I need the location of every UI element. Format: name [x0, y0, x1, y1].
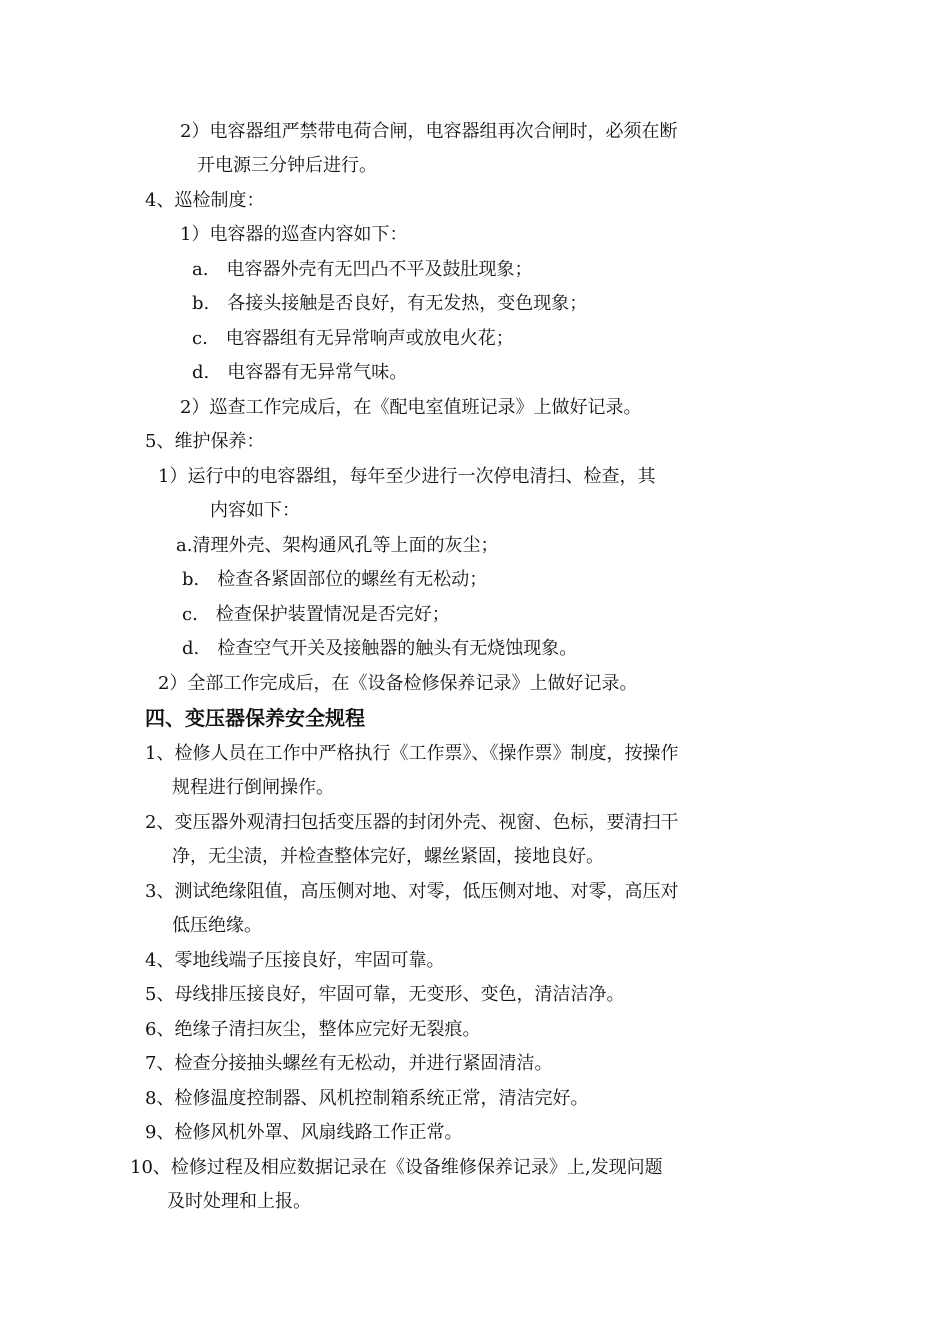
text-line: 9、检修风机外罩、风扇线路工作正常。: [145, 1122, 463, 1143]
text-line: 2）电容器组严禁带电荷合闸，电容器组再次合闸时，必须在断: [180, 121, 678, 142]
text-line: 10、检修过程及相应数据记录在《设备维修保养记录》上,发现问题: [130, 1157, 663, 1178]
text-line: 4、巡检制度：: [145, 190, 265, 211]
text-line: 2）全部工作完成后，在《设备检修保养记录》上做好记录。: [158, 673, 638, 694]
text-line: 2、变压器外观清扫包括变压器的封闭外壳、视窗、色标，要清扫干: [145, 812, 679, 833]
text-line: 1、检修人员在工作中严格执行《工作票》、《操作票》制度，按操作: [145, 743, 679, 764]
text-line: 内容如下：: [210, 500, 300, 521]
text-line: 规程进行倒闸操作。: [172, 777, 334, 798]
text-line: b. 各接头接触是否良好，有无发热，变色现象；: [192, 293, 588, 314]
text-line: a. 电容器外壳有无凹凸不平及鼓肚现象；: [192, 259, 533, 280]
text-line: c. 电容器组有无异常响声或放电火花；: [192, 328, 514, 349]
section-heading: 四、变压器保养安全规程: [145, 706, 365, 730]
text-line: 7、检查分接抽头螺丝有无松动，并进行紧固清洁。: [145, 1053, 553, 1074]
text-line: d. 检查空气开关及接触器的触头有无烧蚀现象。: [182, 638, 578, 659]
text-line: 6、绝缘子清扫灰尘，整体应完好无裂痕。: [145, 1019, 481, 1040]
text-line: 低压绝缘。: [172, 915, 262, 936]
text-line: 5、母线排压接良好，牢固可靠，无变形、变色，清洁洁净。: [145, 984, 625, 1005]
text-line: 8、检修温度控制器、风机控制箱系统正常，清洁完好。: [145, 1088, 589, 1109]
text-line: 4、零地线端子压接良好，牢固可靠。: [145, 950, 445, 971]
text-line: 净，无尘渍，并检查整体完好，螺丝紧固，接地良好。: [172, 846, 604, 867]
text-line: d. 电容器有无异常气味。: [192, 362, 408, 383]
text-line: 1）运行中的电容器组，每年至少进行一次停电清扫、检查，其: [158, 466, 656, 487]
text-line: b. 检查各紧固部位的螺丝有无松动；: [182, 569, 488, 590]
text-line: 开电源三分钟后进行。: [197, 155, 377, 176]
text-line: 2）巡查工作完成后，在《配电室值班记录》上做好记录。: [180, 397, 642, 418]
text-line: 3、测试绝缘阻值，高压侧对地、对零，低压侧对地、对零，高压对: [145, 881, 679, 902]
text-line: 5、维护保养：: [145, 431, 265, 452]
text-line: c. 检查保护装置情况是否完好；: [182, 604, 450, 625]
text-line: a.清理外壳、架构通风孔等上面的灰尘；: [176, 535, 499, 556]
text-line: 及时处理和上报。: [167, 1191, 311, 1212]
text-line: 1）电容器的巡查内容如下：: [180, 224, 408, 245]
